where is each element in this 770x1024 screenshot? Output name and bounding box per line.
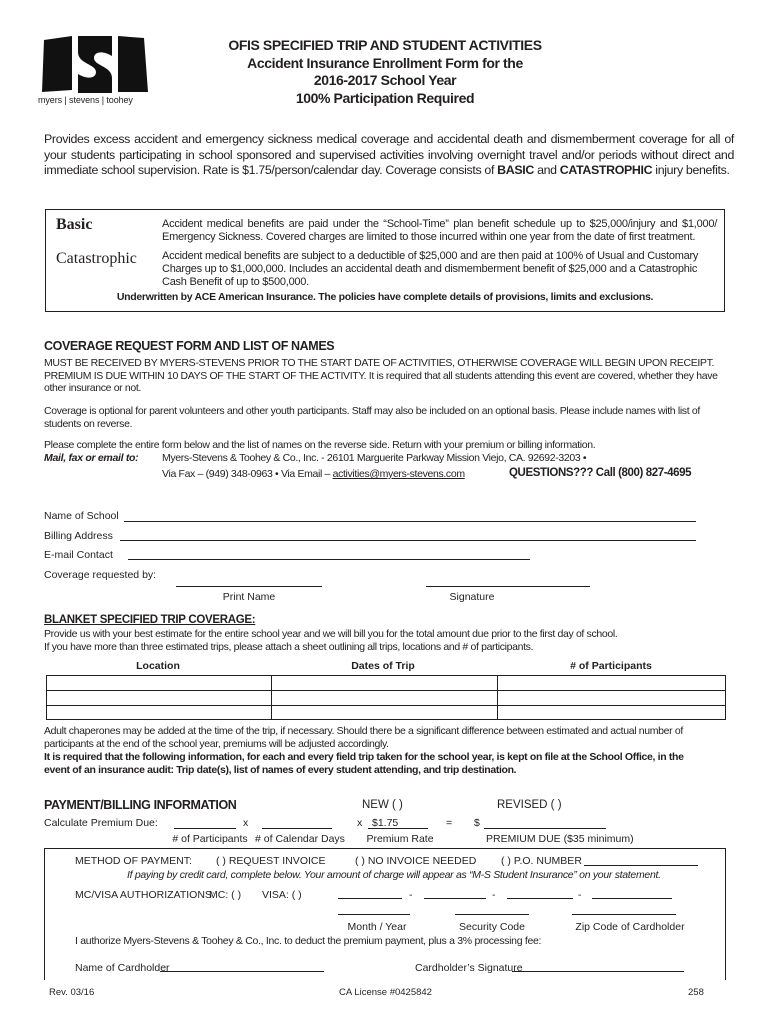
cardholder-signature-label: Cardholder’s Signature	[415, 962, 523, 974]
trip-table	[46, 675, 726, 720]
col-header-location: Location	[136, 660, 180, 672]
trip-table-col-divider	[271, 676, 272, 719]
basic-text: Accident medical benefits are paid under the “School-Time” plan benefit schedule up to $25,000/injury and $1,000/ Emergency Sickness. Covered charges are limited to those incurred within one year from the date of first treatment.	[162, 218, 717, 243]
revision-label: Rev. 03/16	[49, 987, 95, 998]
expiry-field[interactable]	[338, 914, 410, 915]
mail-address: Myers-Stevens & Toohey & Co., Inc. - 26101 Marguerite Parkway Mission Viejo, CA. 92692-3203 •	[162, 452, 587, 464]
coverage-para-3: Please complete the entire form below and the list of names on the reverse side. Return with your premium or billing information.	[44, 439, 596, 451]
page-number: 258	[688, 987, 704, 998]
authorize-statement: I authorize Myers-Stevens & Toohey & Co., Inc. to deduct the premium payment, plus a 3% processing fee:	[75, 935, 542, 947]
title-line-1: OFIS SPECIFIED TRIP AND STUDENT ACTIVITIES	[228, 37, 542, 53]
audit-note: It is required that the following information, for each and every field trip taken for the school year, is kept on file at the School Office, in the event of an insurance audit: Trip date(s), list of names of every student attending, and trip destination.	[44, 751, 684, 776]
billing-address-label: Billing Address	[44, 530, 113, 542]
basic-label: Basic	[56, 216, 93, 233]
coverage-heading: COVERAGE REQUEST FORM AND LIST OF NAMES	[44, 339, 335, 353]
no-invoice-option[interactable]: ( ) NO INVOICE NEEDED	[355, 855, 477, 867]
col-header-dates: Dates of Trip	[351, 660, 415, 672]
title-line-3: 2016-2017 School Year	[313, 72, 457, 88]
logo-caption: myers | stevens | toohey	[38, 95, 133, 105]
fax-email-line: Via Fax – (949) 348-0963 • Via Email – activities@myers-stevens.com	[162, 468, 465, 480]
trip-table-col-divider	[497, 676, 498, 719]
premium-due-caption: PREMIUM DUE ($35 minimum)	[486, 833, 634, 845]
card-number-segment-1[interactable]	[338, 898, 402, 899]
print-name-field[interactable]	[176, 586, 322, 587]
card-dash: -	[578, 889, 582, 901]
card-dash: -	[492, 889, 496, 901]
email-contact-field[interactable]	[128, 559, 530, 560]
school-name-field[interactable]	[124, 521, 696, 522]
catastrophic-label: Catastrophic	[56, 250, 137, 267]
equals-sign: =	[446, 817, 453, 829]
trip-table-row-divider	[47, 690, 725, 691]
license-label: CA License #0425842	[339, 987, 432, 998]
participants-field[interactable]	[174, 828, 236, 829]
mail-label: Mail, fax or email to:	[44, 452, 139, 464]
mcvisa-label: MC/VISA AUTHORIZATIONS:	[75, 889, 215, 901]
cardholder-name-label: Name of Cardholder	[75, 962, 170, 974]
po-number-field[interactable]	[584, 865, 698, 866]
credit-card-note: If paying by credit card, complete below. Your amount of charge will appear as “M-S Student Insurance” on your statement.	[127, 869, 661, 881]
trip-table-row-divider	[47, 705, 725, 706]
new-checkbox[interactable]: NEW ( )	[362, 799, 403, 811]
method-label: METHOD OF PAYMENT:	[75, 855, 192, 867]
participants-caption: # of Participants	[172, 833, 248, 845]
cardholder-name-field[interactable]	[160, 971, 324, 972]
visa-option[interactable]: VISA: ( )	[262, 889, 302, 901]
chaperone-note: Adult chaperones may be added at the time of the trip, if necessary. Should there be a significant difference between estimated and actual number of participants at the end of the school year, premiums will be adjusted accordingly.	[44, 725, 683, 750]
card-number-segment-3[interactable]	[507, 898, 573, 899]
security-code-field[interactable]	[455, 914, 529, 915]
multiply-1: x	[243, 817, 249, 829]
blanket-line-2: If you have more than three estimated trips, please attach a sheet outlining all trips, locations and # of participants.	[44, 641, 534, 653]
page-title	[200, 37, 570, 107]
premium-rate-underline	[368, 828, 428, 829]
coverage-requested-label: Coverage requested by:	[44, 569, 157, 581]
card-number-segment-2[interactable]	[424, 898, 486, 899]
blanket-line-1: Provide us with your best estimate for the entire school year and we will bill you for the total amount due prior to the first day of school.	[44, 628, 618, 640]
billing-address-field[interactable]	[120, 540, 696, 541]
school-name-label: Name of School	[44, 510, 119, 522]
calendar-days-caption: # of Calendar Days	[255, 833, 345, 845]
email-contact-label: E-mail Contact	[44, 549, 113, 561]
po-number-option[interactable]: ( ) P.O. NUMBER	[501, 855, 582, 867]
logo	[38, 36, 150, 106]
security-code-caption: Security Code	[459, 921, 525, 933]
benefits-box	[45, 209, 725, 312]
payment-heading: PAYMENT/BILLING INFORMATION	[44, 798, 237, 812]
email-link[interactable]: activities@myers-stevens.com	[332, 468, 465, 480]
revised-checkbox[interactable]: REVISED ( )	[497, 799, 562, 811]
mc-option[interactable]: MC: ( )	[209, 889, 242, 901]
request-invoice-option[interactable]: ( ) REQUEST INVOICE	[216, 855, 326, 867]
premium-rate-value: $1.75	[372, 817, 399, 829]
blanket-heading: BLANKET SPECIFIED TRIP COVERAGE:	[44, 614, 256, 626]
coverage-para-2: Coverage is optional for parent volunteers and other youth participants. Staff may also be included on an optional basis. Please include names with list of students on reverse.	[44, 405, 700, 430]
calendar-days-field[interactable]	[262, 828, 332, 829]
zip-code-field[interactable]	[572, 914, 676, 915]
calculate-label: Calculate Premium Due:	[44, 817, 158, 829]
underwritten-note: Underwritten by ACE American Insurance. The policies have complete details of provisions, limits and exclusions.	[116, 291, 654, 303]
title-line-2: Accident Insurance Enrollment Form for the	[247, 54, 523, 71]
catastrophic-text: Accident medical benefits are subject to a deductible of $25,000 and are then paid at 100% of Usual and Customary Charges up to $1,000,000. Includes an accidental death and dismemberment benefit of $25,000 and a Catastrophic Cash Benefit of up to $500,000.	[162, 250, 699, 288]
zip-code-caption: Zip Code of Cardholder	[575, 921, 685, 933]
card-number-segment-4[interactable]	[592, 898, 672, 899]
questions-line: QUESTIONS??? Call (800) 827-4695	[509, 467, 692, 479]
print-name-label: Print Name	[222, 591, 276, 603]
month-year-caption: Month / Year	[347, 921, 407, 933]
col-header-participants: # of Participants	[570, 660, 652, 672]
multiply-2: x	[357, 817, 363, 829]
cardholder-signature-field[interactable]	[512, 971, 684, 972]
intro-paragraph: Provides excess accident and emergency sickness medical coverage and accidental death and dismemberment coverage for all of your students participating in school sponsored and supervised activities involving overnight travel and/or periods without direct and immediate school supervision. Rate is $1.75/person/calendar day. Coverage consists of BASIC and CATASTROPHIC injury benefits.	[44, 132, 734, 177]
dollar-sign: $	[474, 817, 480, 829]
card-dash: -	[409, 889, 413, 901]
title-line-4: 100% Participation Required	[295, 89, 475, 106]
signature-field[interactable]	[426, 586, 590, 587]
premium-rate-caption: Premium Rate	[366, 833, 434, 845]
coverage-para-1: MUST BE RECEIVED BY MYERS-STEVENS PRIOR TO THE START DATE OF ACTIVITIES, OTHERWISE COVERAGE WILL BEGIN UPON RECEIPT. PREMIUM IS DUE WITHIN 10 DAYS OF THE START OF THE ACTIVITY. It is required that all students attending this event are covered, whether they have other insurance or not.	[44, 357, 718, 394]
premium-due-field[interactable]	[484, 828, 606, 829]
signature-label: Signature	[449, 591, 495, 603]
logo-mark	[38, 36, 150, 94]
